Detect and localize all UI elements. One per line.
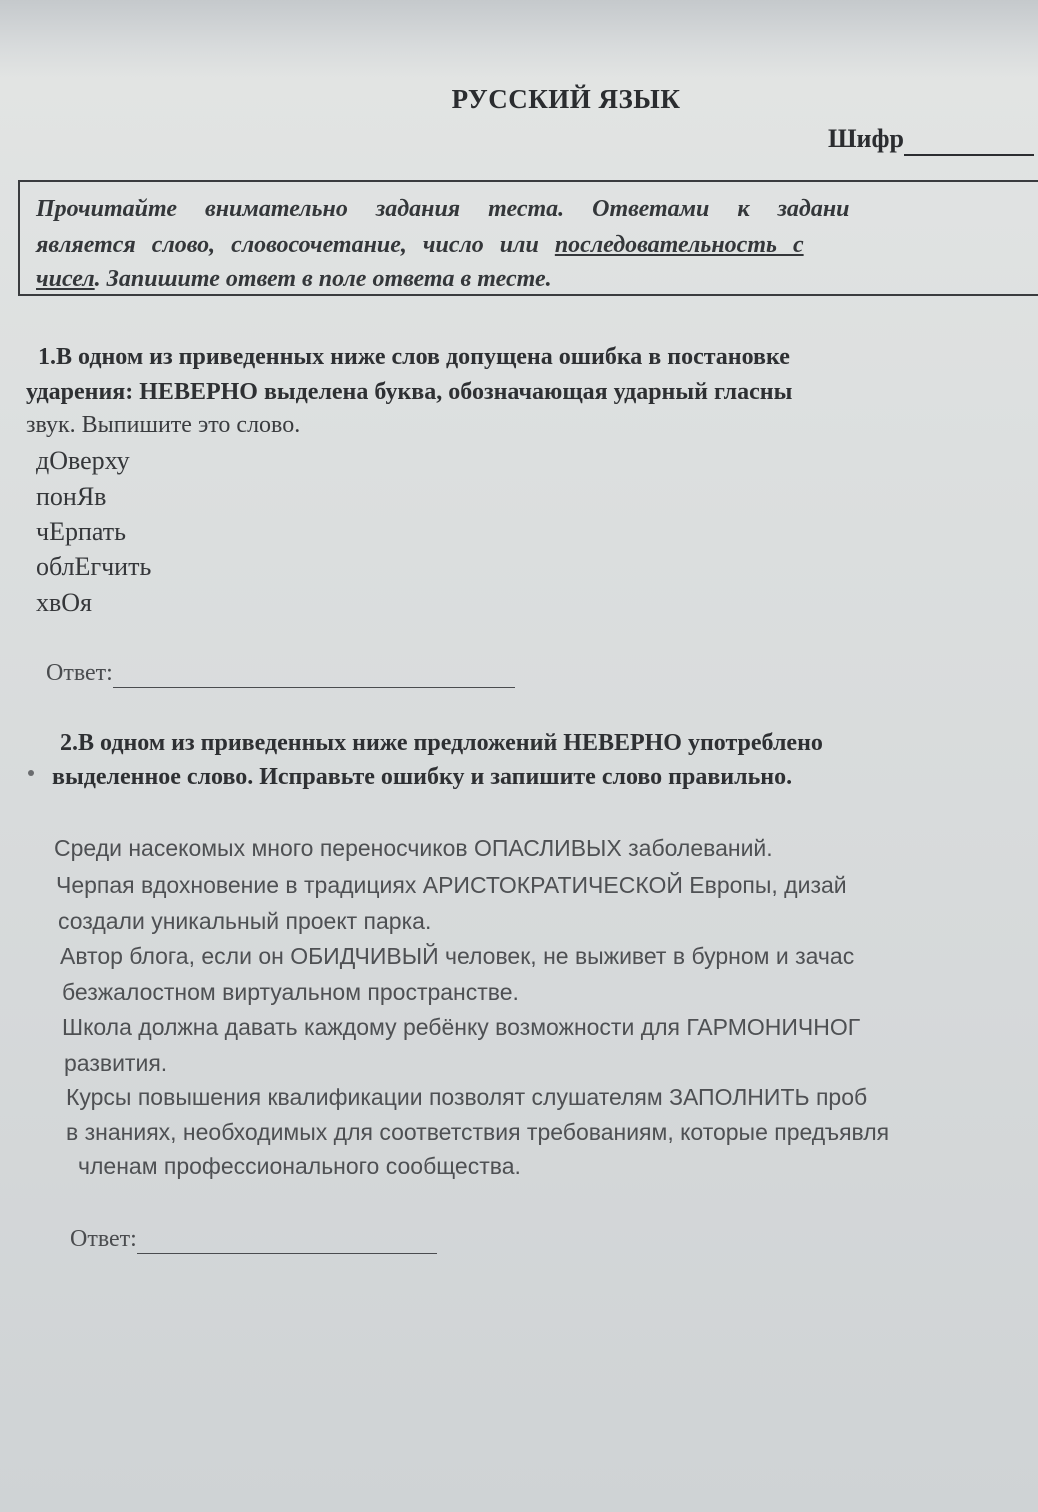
- question-2-answer: [70, 1226, 437, 1254]
- question-1-heading: 1.В одном из приведенных ниже слов допущена ошибка в постановке: [38, 344, 790, 370]
- question-2-heading: 2.В одном из приведенных ниже предложений НЕВЕРНО употреблено: [60, 730, 823, 756]
- sentence: безжалостном виртуальном пространстве.: [62, 979, 519, 1005]
- sentence: Курсы повышения квалификации позволят слушателям ЗАПОЛНИТЬ проб: [66, 1084, 868, 1110]
- question-1-answer: [46, 660, 515, 688]
- sentence: в знаниях, необходимых для соответствия требованиям, которые предъявля: [66, 1119, 890, 1145]
- sentence: Автор блога, если он ОБИДЧИВЫЙ человек, не выживет в бурном и зачас: [60, 943, 855, 969]
- instruction-line: Прочитайте внимательно задания теста. Ответами к задани: [36, 196, 850, 222]
- instruction-underlined-text: последовательность с: [554, 232, 804, 258]
- cipher-label: Шифр: [828, 124, 904, 153]
- torn-paper-edge: [0, 0, 1038, 78]
- question-2-heading: выделенное слово. Исправьте ошибку и запишите слово правильно.: [52, 764, 793, 790]
- word-option: облЕгчить: [36, 552, 152, 581]
- instruction-line: [36, 266, 552, 293]
- cipher-blank-line[interactable]: [904, 124, 1034, 156]
- word-option: дОверху: [36, 446, 130, 475]
- instructions-box: [18, 180, 1038, 296]
- page-title: РУССКИЙ ЯЗЫК: [451, 84, 681, 114]
- answer-label: Ответ:: [70, 1226, 137, 1252]
- instruction-text: является слово, словосочетание, число или: [36, 232, 555, 258]
- instruction-text: . Запишите ответ в поле ответа в тесте.: [94, 266, 552, 292]
- word-option: хвОя: [36, 588, 93, 617]
- word-option: чЕрпать: [36, 517, 126, 546]
- instruction-line: [36, 232, 804, 259]
- bullet-mark: [28, 770, 34, 776]
- sentence: Среди насекомых много переносчиков ОПАСЛИВЫХ заболеваний.: [54, 835, 773, 861]
- sentence: создали уникальный проект парка.: [58, 908, 432, 934]
- answer-blank-line[interactable]: [137, 1226, 437, 1254]
- sentence: членам профессионального сообщества.: [78, 1153, 521, 1179]
- instruction-underlined-text: чисел: [36, 266, 95, 292]
- question-1-heading: ударения: НЕВЕРНО выделена буква, обозначающая ударный гласны: [26, 379, 793, 405]
- cipher-field: [828, 124, 1034, 156]
- sentence: Черпая вдохновение в традициях АРИСТОКРАТИЧЕСКОЙ Европы, дизай: [56, 872, 847, 898]
- answer-blank-line[interactable]: [113, 660, 515, 688]
- question-1-instruction: звук. Выпишите это слово.: [26, 412, 301, 438]
- answer-label: Ответ:: [46, 660, 113, 686]
- word-option: понЯв: [36, 482, 107, 511]
- sentence: развития.: [64, 1050, 168, 1076]
- sentence: Школа должна давать каждому ребёнку возможности для ГАРМОНИЧНОГ: [62, 1014, 861, 1040]
